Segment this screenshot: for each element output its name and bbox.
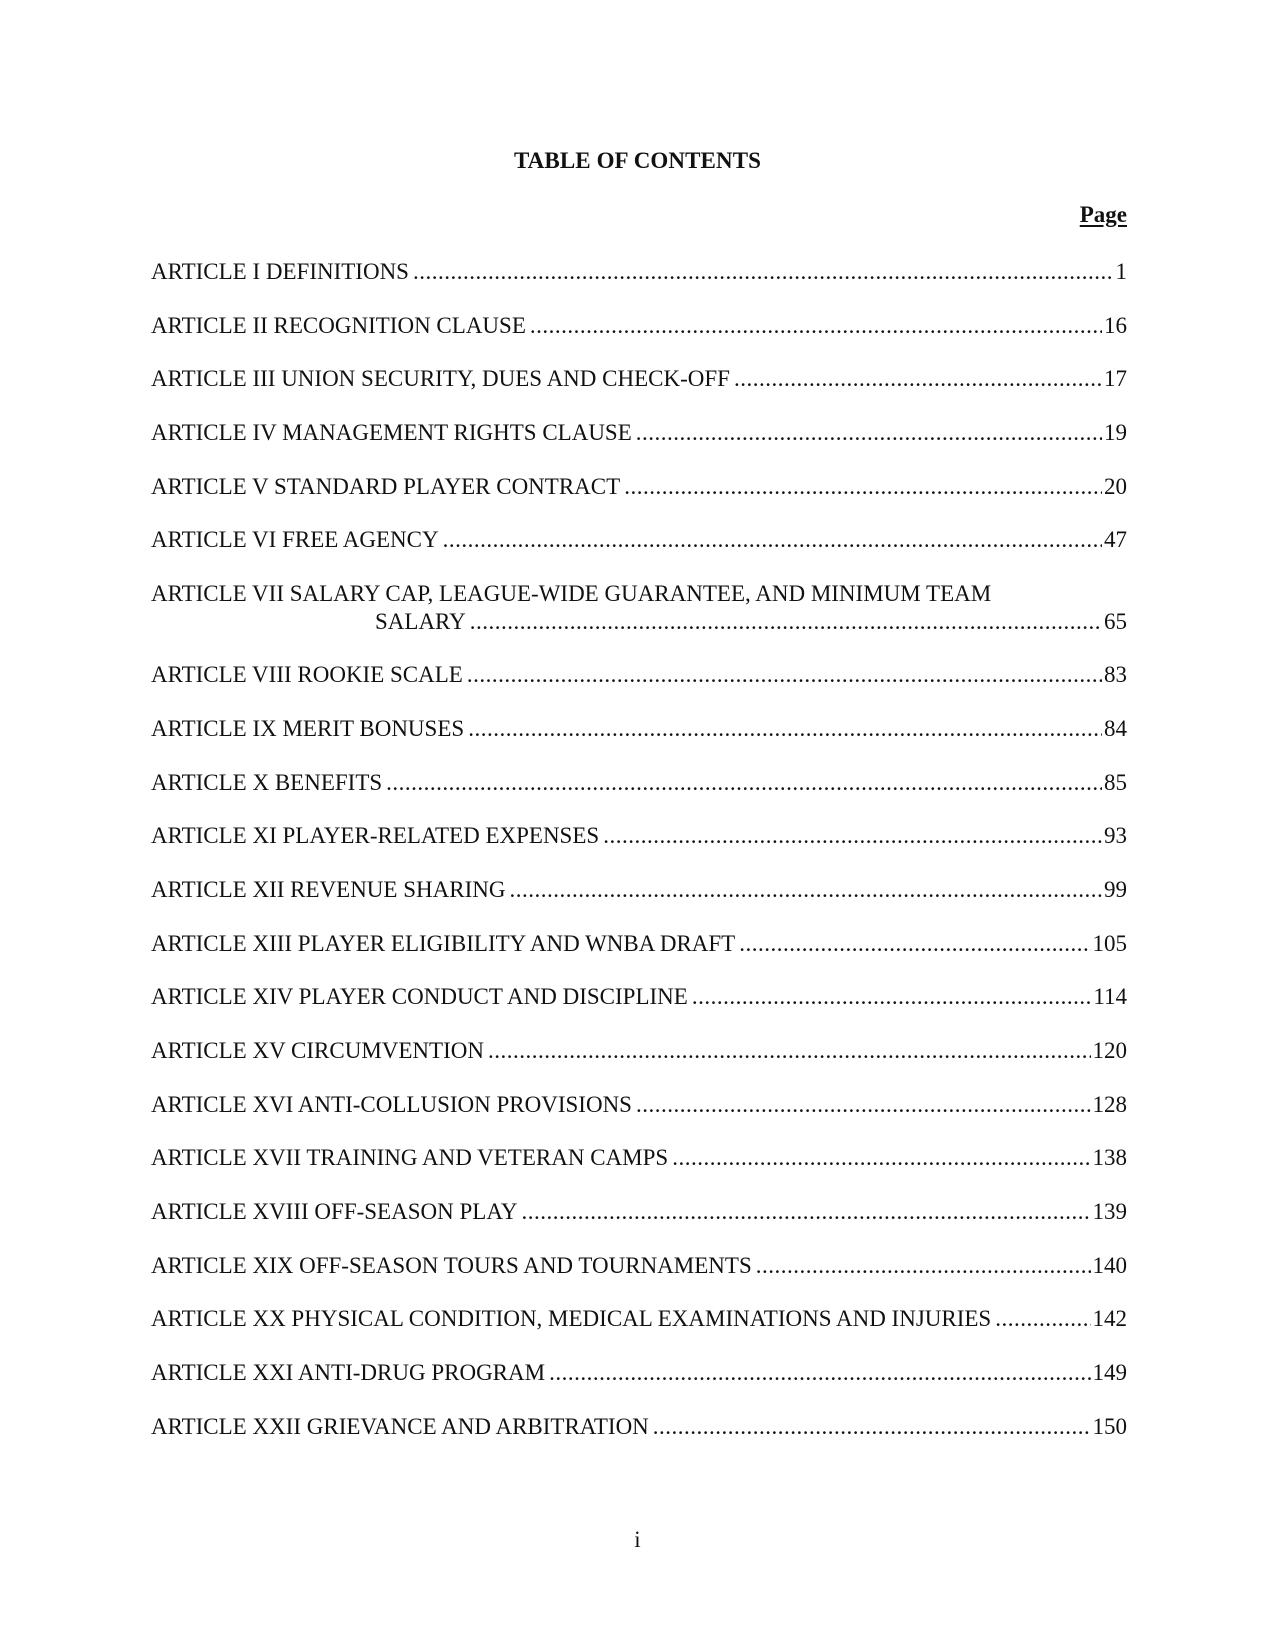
dot-leader	[470, 608, 1102, 636]
toc-entry-label: ARTICLE XIII PLAYER ELIGIBILITY AND WNBA DRAFT	[151, 930, 736, 956]
toc-entry-label: ARTICLE V STANDARD PLAYER CONTRACT	[151, 473, 621, 499]
dot-leader	[624, 473, 1102, 501]
toc-entry-article-14[interactable]	[151, 983, 1127, 1037]
dot-leader	[443, 526, 1102, 554]
toc-entry-continuation	[151, 608, 1127, 636]
toc-entry-page: 20	[1104, 473, 1127, 499]
toc-entry-article-10[interactable]	[151, 769, 1127, 823]
toc-entry-article-2[interactable]	[151, 312, 1127, 366]
toc-entry-page: 120	[1092, 1037, 1127, 1063]
toc-title: TABLE OF CONTENTS	[513, 148, 762, 173]
toc-entry-label: ARTICLE XXII GRIEVANCE AND ARBITRATION	[151, 1413, 649, 1439]
toc-entry-article-11[interactable]	[151, 822, 1127, 876]
toc-entry-page: 105	[1092, 930, 1127, 956]
toc-entry-article-5[interactable]	[151, 473, 1127, 527]
toc-entry-page: 114	[1093, 984, 1127, 1010]
dot-leader	[636, 419, 1102, 447]
toc-entry-label: ARTICLE XV CIRCUMVENTION	[151, 1037, 484, 1063]
dot-leader	[468, 715, 1102, 743]
toc-entry-label-line1: ARTICLE VII SALARY CAP, LEAGUE-WIDE GUARANTEE, AND MINIMUM TEAM	[151, 581, 992, 607]
toc-entry-label: ARTICLE XVIII OFF-SEASON PLAY	[151, 1199, 518, 1224]
toc-entry-label: ARTICLE II RECOGNITION CLAUSE	[151, 312, 526, 338]
toc-entry-article-20[interactable]	[151, 1305, 1127, 1359]
toc-entry-page: 93	[1104, 823, 1127, 849]
dot-leader	[413, 258, 1114, 286]
dot-leader	[521, 1198, 1090, 1226]
dot-leader	[636, 1091, 1091, 1119]
toc-entry-page: 138	[1092, 1145, 1127, 1171]
toc-entry-page: 150	[1092, 1413, 1127, 1439]
toc-entry-page: 83	[1104, 662, 1127, 688]
dot-leader	[603, 822, 1102, 850]
dot-leader	[488, 1037, 1091, 1065]
toc-entry-page: 139	[1092, 1199, 1127, 1224]
toc-entry-article-22[interactable]	[151, 1413, 1127, 1467]
toc-entry-page: 16	[1104, 312, 1127, 338]
toc-entry-page: 65	[1104, 609, 1127, 635]
toc-entry-article-13[interactable]	[151, 930, 1127, 984]
page-column-heading: Page	[1079, 202, 1127, 227]
dot-leader	[653, 1413, 1091, 1441]
toc-entry-label: ARTICLE XVII TRAINING AND VETERAN CAMPS	[151, 1145, 669, 1171]
dot-leader	[509, 876, 1102, 904]
dot-leader	[756, 1252, 1091, 1280]
toc-entry-page: 47	[1104, 527, 1127, 553]
toc-entry-article-9[interactable]	[151, 715, 1127, 769]
dot-leader	[530, 312, 1102, 340]
toc-entry-label: ARTICLE XXI ANTI-DRUG PROGRAM	[151, 1360, 546, 1386]
dot-leader	[549, 1359, 1090, 1387]
dot-leader	[467, 661, 1102, 689]
toc-entry-page: 149	[1092, 1360, 1127, 1386]
toc-entry-page: 142	[1092, 1306, 1127, 1332]
toc-entry-article-12[interactable]	[151, 876, 1127, 930]
dot-leader	[734, 365, 1102, 393]
toc-entry-article-3[interactable]	[151, 365, 1127, 419]
toc-entry-label: ARTICLE XX PHYSICAL CONDITION, MEDICAL EXAMINATIONS AND INJURIES	[151, 1306, 992, 1332]
toc-entry-article-21[interactable]	[151, 1359, 1127, 1413]
toc-entry-article-17[interactable]	[151, 1144, 1127, 1198]
toc-entry-article-8[interactable]	[151, 661, 1127, 715]
toc-entry-page: 140	[1092, 1252, 1127, 1278]
toc-entry-label: ARTICLE III UNION SECURITY, DUES AND CHECK-OFF	[151, 366, 730, 392]
toc-entry-label: ARTICLE XIX OFF-SEASON TOURS AND TOURNAMENTS	[151, 1252, 752, 1278]
toc-entry-page: 19	[1104, 420, 1127, 446]
toc-entry-page: 84	[1104, 715, 1127, 741]
toc-entry-article-15[interactable]	[151, 1037, 1127, 1091]
toc-entry-label: ARTICLE XII REVENUE SHARING	[151, 876, 506, 902]
toc-entry-article-6[interactable]	[151, 526, 1127, 580]
toc-entry-label: ARTICLE X BENEFITS	[151, 769, 383, 795]
dot-leader	[692, 983, 1092, 1011]
dot-leader	[672, 1144, 1090, 1172]
toc-entry-label: ARTICLE XVI ANTI-COLLUSION PROVISIONS	[151, 1091, 632, 1117]
toc-entry-label: ARTICLE I DEFINITIONS	[151, 259, 409, 284]
toc-list	[151, 258, 1127, 1466]
toc-entry-article-16[interactable]	[151, 1091, 1127, 1145]
dot-leader	[386, 769, 1102, 797]
footer-page-number: i	[634, 1527, 641, 1552]
dot-leader	[739, 930, 1090, 958]
toc-entry-article-4[interactable]	[151, 419, 1127, 473]
toc-entry-label: ARTICLE IV MANAGEMENT RIGHTS CLAUSE	[151, 420, 632, 446]
toc-entry-page: 128	[1092, 1091, 1127, 1117]
toc-entry-article-19[interactable]	[151, 1252, 1127, 1306]
toc-entry-page: 1	[1115, 259, 1127, 284]
toc-entry-label: ARTICLE XI PLAYER-RELATED EXPENSES	[151, 823, 600, 849]
toc-entry-page: 99	[1104, 876, 1127, 902]
toc-entry-page: 17	[1104, 366, 1127, 392]
toc-entry-article-7[interactable]	[151, 580, 1127, 661]
dot-leader	[995, 1305, 1090, 1333]
toc-entry-label: ARTICLE VI FREE AGENCY	[151, 527, 439, 553]
toc-entry-label: ARTICLE IX MERIT BONUSES	[151, 715, 465, 741]
toc-entry-article-18[interactable]	[151, 1198, 1127, 1252]
toc-entry-article-1[interactable]	[151, 258, 1127, 312]
toc-entry-page: 85	[1104, 769, 1127, 795]
toc-entry-label-line2: SALARY	[375, 609, 466, 635]
toc-entry-label: ARTICLE VIII ROOKIE SCALE	[151, 662, 463, 688]
toc-entry-label: ARTICLE XIV PLAYER CONDUCT AND DISCIPLINE	[151, 984, 688, 1010]
